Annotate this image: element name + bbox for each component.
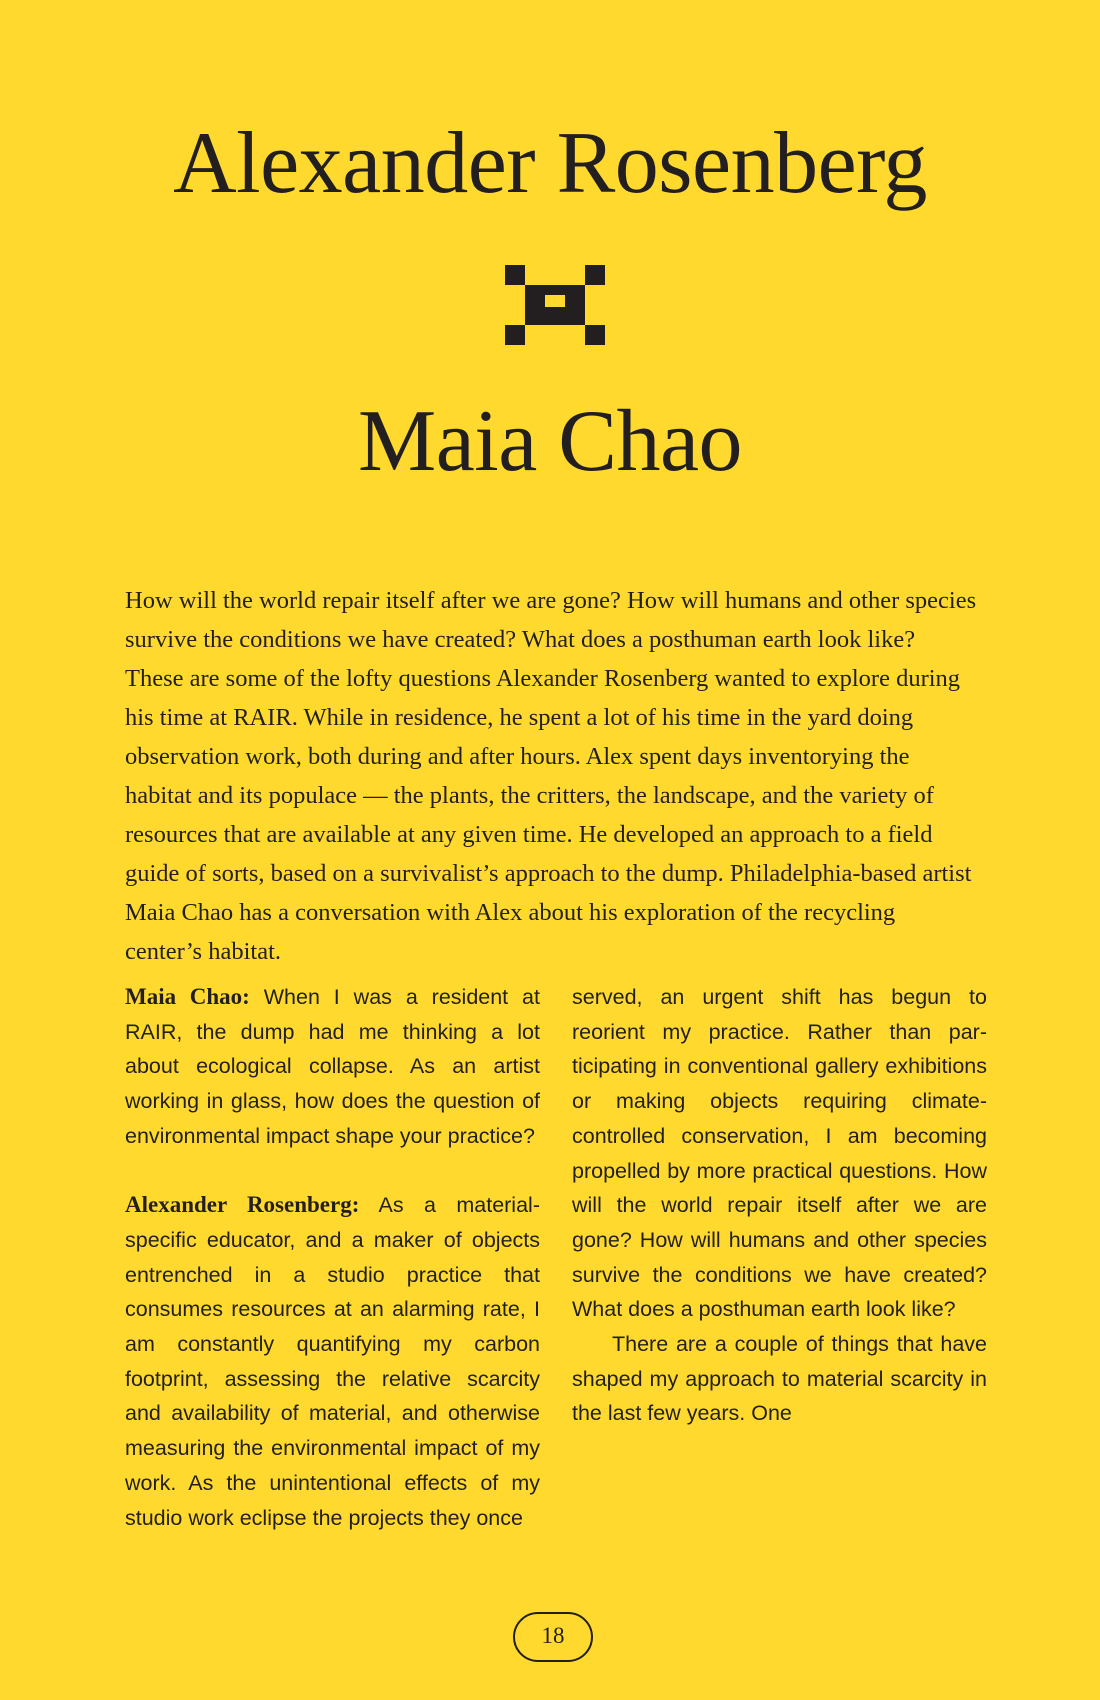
question-paragraph [125, 980, 540, 1154]
interview-text-column [125, 980, 540, 1535]
question-text: When I was a resident at RAIR, the dump had me thinking a lot about ecological collapse. As an artist working in glass, how does the question of environmental impact shape your practice? [125, 985, 540, 1148]
pixel-x-icon [505, 265, 605, 345]
intro-paragraph: How will the world repair itself after we are gone? How will humans and other species survive the conditions we have created? What does a posthuman earth look like? These are some of the lofty questions Alexander Rosenberg wanted to explore during his time at RAIR. While in residence, he spent a lot of his time in the yard doing observation work, both during and after hours. Alex spent days inventorying the habitat and its populace — the plants, the critters, the landscape, and the variety of resources that are available at any given time. He developed an approach to a field guide of sorts, based on a survivalist’s approach to the dump. Philadelphia-based artist Maia Chao has a conversation with Alex about his exploration of the recycling center’s habitat. [125, 587, 977, 965]
interview-text-column-continued [572, 980, 987, 1431]
answer-text: As a material-specific educator, and a maker of objects entrenched in a studio practice that consumes resources at an alarming rate, I am constantly quantifying my carbon footprint, assessing the relative scarcity and availability of material, and otherwise measuring the environmental impact of my work. As the unintentional effects of my studio work eclipse the projects they once [125, 1193, 540, 1530]
answer-next-paragraph: There are a couple of things that have shaped my approach to material scarcity in the last few years. One [572, 1332, 987, 1426]
page-number: 18 [513, 1612, 593, 1662]
answer-paragraph [125, 1188, 540, 1535]
interviewer-name: Maia Chao [357, 393, 743, 490]
interviewee-name: Alexander Rosenberg [173, 115, 927, 212]
speaker-label: Maia Chao: [125, 984, 250, 1009]
speaker-label: Alexander Rosenberg: [125, 1192, 360, 1218]
answer-text-continued: served, an urgent shift has begun to reorient my practice. Rather than participating in conventional gallery exhibitions or making objects requiring climate-controlled conservation, I am becoming propelled by more practical questions. How will the world repair itself after we are gone? How will humans and other species survive the conditions we have created? What does a posthuman earth look like? [572, 985, 987, 1322]
